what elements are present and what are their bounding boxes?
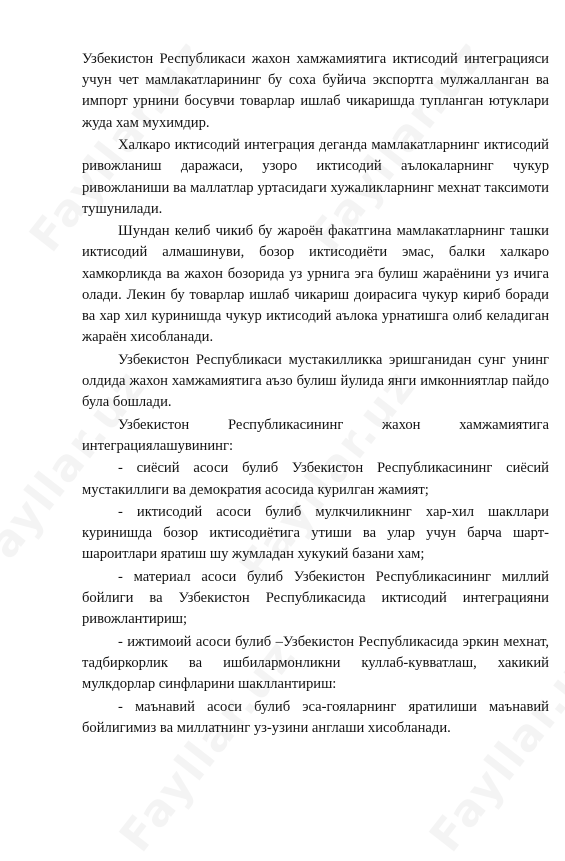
list-item-spiritual: - маънавий асоси булиб эса-гояларнинг яратилиши маънавий бойлигимиз ва миллатнинг уз-узини англаши хисобланади.: [82, 698, 549, 736]
list-item-material: - материал асоси булиб Узбекистон Республикасининг миллий бойлиги ва Узбекистон Республикасида иктисодий интеграцияни ривожлантириш;: [82, 568, 549, 628]
list-item-social: - ижтимоий асоси булиб –Узбекистон Республикасида эркин мехнат, тадбиркорлик ва ишбилармонликни куллаб-кувватлаш, хакикий мулкдорлар синфларини шакллантириш:: [82, 633, 549, 693]
paragraph-independence: Узбекистон Республикаси мустакилликка эришганидан сунг унинг олдида жахон хамжамиятига аъзо булиш йулида янги имконниятлар пайдо була бошлади.: [82, 351, 549, 411]
paragraph-process: Шундан келиб чикиб бу жароён факатгина мамлакатларнинг ташки иктисодий алмашинуви, бозор иктисодиёти эмас, балки халкаро хамкорликда ва жахон бозорида уз урнига эга булиш жараёнини уз ичига олади. Лекин бу товарлар ишлаб чикариш доирасига чукур кириб боради ва хар хил куринишда чукур иктисодий аълока урнатишга олиб келадиган жараён хисобланади.: [82, 223, 549, 346]
paragraph-definition: Халкаро иктисодий интеграция деганда мамлакатларнинг иктисодий ривожланиш даражаси, узоро иктисодий аълокаларнинг чукур ривожланиши ва маллатлар уртасидаги хужаликларнинг мехнат таксимоти тушунилади.: [82, 137, 549, 217]
document-body: [82, 49, 549, 740]
list-item-political: - сиёсий асоси булиб Узбекистон Республикасининг сиёсий мустакиллиги ва демократия асосида курилган жамият;: [82, 460, 549, 498]
paragraph-intro: Узбекистон Республикаси жахон хамжамиятига иктисодий интеграцияси учун чет мамлакатларининг бу соха буйича экспортга мулжалланган ва импорт урнини босувчи товарлар ишлаб чикаришда тупланган ютуклари жуда хам мухимдир.: [82, 51, 549, 131]
list-item-economic: - иктисодий асоси булиб мулкчиликнинг хар-хил шакллари куринишда бозор иктисодиётига утиши ва улар учун барча шарт-шароитлари яратиш шу жумладан хукукий базани хам;: [82, 504, 549, 563]
paragraph-list-heading: Узбекистон Республикасининг жахон хамжамиятига интеграциялашувининг:: [82, 416, 549, 454]
